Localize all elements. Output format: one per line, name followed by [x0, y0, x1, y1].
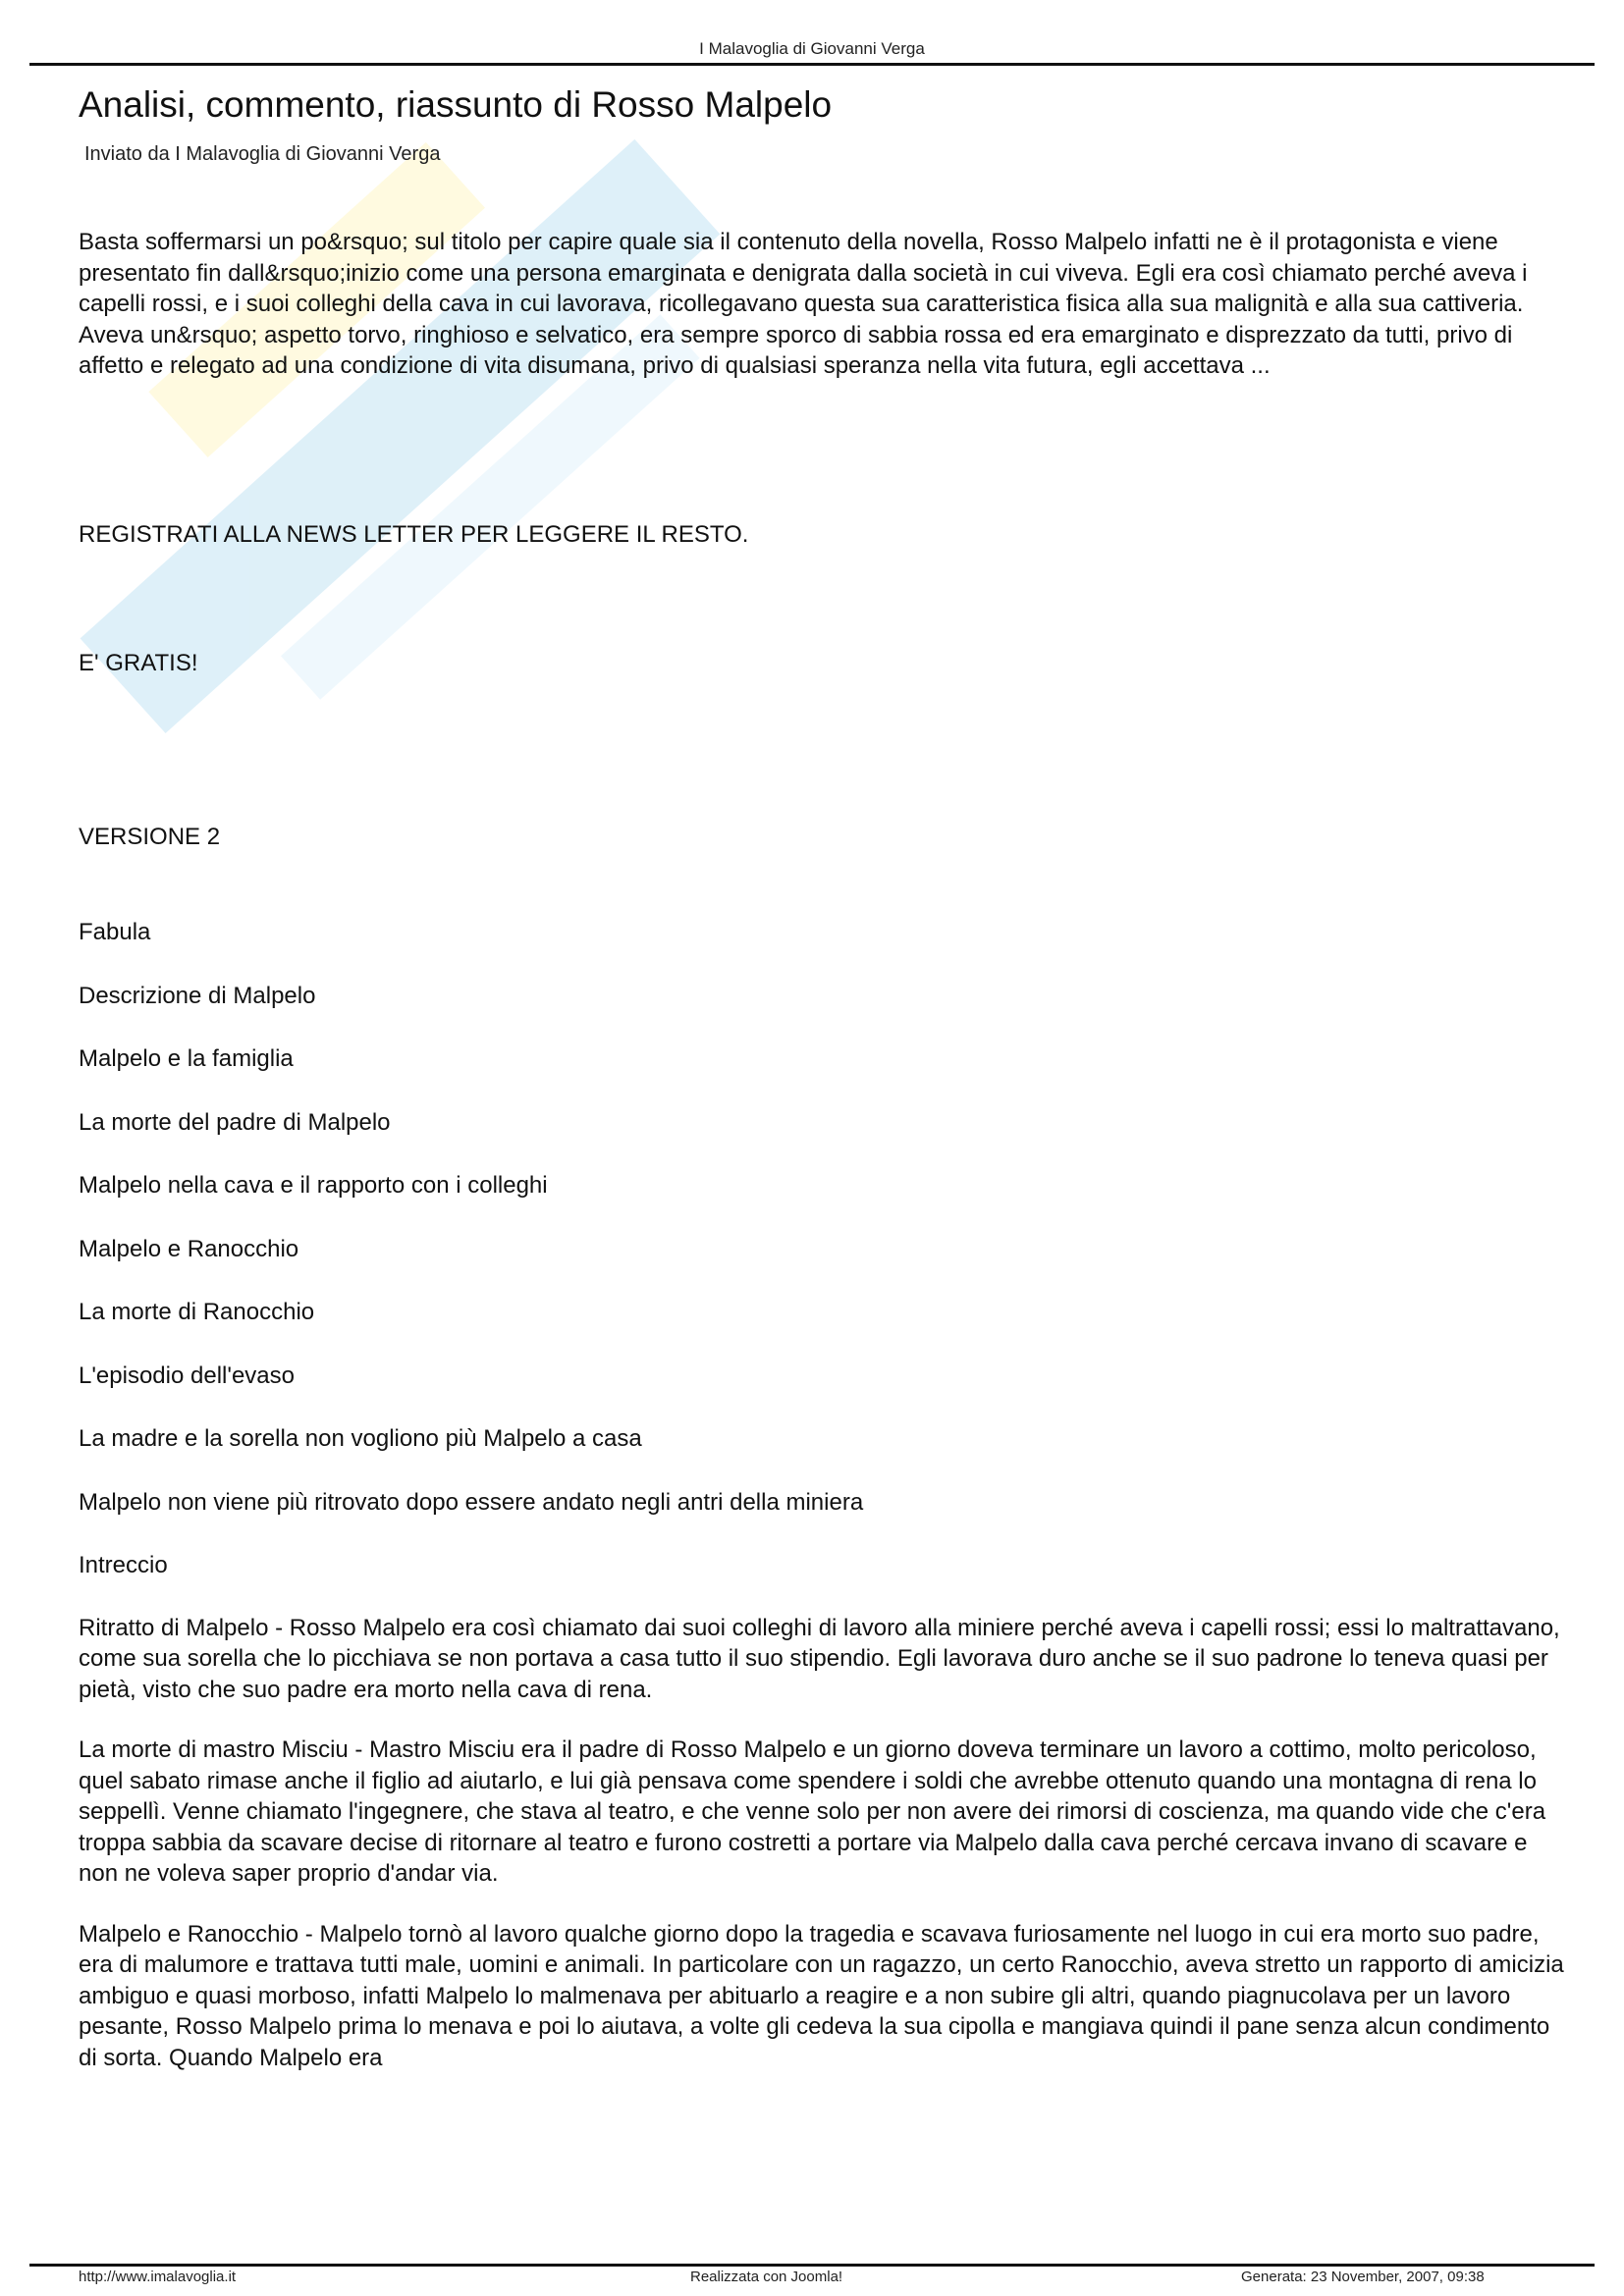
- fabula-item: Malpelo e Ranocchio: [79, 1235, 299, 1262]
- fabula-item: Malpelo non viene più ritrovato dopo essere andato negli antri della miniera: [79, 1488, 864, 1516]
- footer-url: http://www.imalavoglia.it: [79, 2269, 237, 2285]
- fabula-item: Malpelo nella cava e il rapporto con i colleghi: [79, 1172, 548, 1199]
- footer-generated: Generata: 23 November, 2007, 09:38: [1241, 2269, 1485, 2285]
- page-title: Analisi, commento, riassunto di Rosso Malpelo: [79, 84, 833, 125]
- header-divider: [29, 63, 1595, 66]
- intro-paragraph: Basta soffermarsi un po&rsquo; sul titolo per capire quale sia il contenuto della novella, Rosso Malpelo infatti ne è il protagonista e viene presentato fin dall&rsquo;inizio come una persona emarginata e denigrata dalla società in cui viveva. Egli era così chiamato perché aveva i capelli rossi, e i suoi colleghi della cava in cui lavorava, ricollegavano questa sua caratteristica fisica alla sua malignità e alla sua cattiveria. Aveva un&rsquo; aspetto torvo, ringhioso e selvatico, era sempre sporco di sabbia rossa ed era emarginato e disprezzato da tutti, privo di affetto e relegato ad una condizione di vita disumana, privo di qualsiasi speranza nella vita futura, egli accettava ...: [79, 229, 1528, 379]
- fabula-item: Malpelo e la famiglia: [79, 1045, 294, 1072]
- fabula-item: Descrizione di Malpelo: [79, 982, 316, 1009]
- article: [79, 80, 1571, 2097]
- byline: Inviato da I Malavoglia di Giovanni Verga: [84, 143, 441, 165]
- fabula-heading: Fabula: [79, 919, 151, 945]
- paragraph-morte-misciu: La morte di mastro Misciu - Mastro Misciu era il padre di Rosso Malpelo e un giorno doveva terminare un lavoro a cottimo, molto pericoloso, quel sabato rimase anche il figlio ad aiutarlo, e lui già pensava come spendere i soldi che avrebbe ottenuto quando una montagna di rena lo seppellì. Venne chiamato l'ingegnere, che stava al teatro, e che venne solo per non avere dei rimorsi di coscienza, ma quando vide che c'era troppa sabbia da scavare decise di ritornare al teatro e furono costretti a portare via Malpelo dalla cava perché cercava invano di scavare e non ne voleva saper proprio d'andar via.: [79, 1736, 1546, 1887]
- paragraph-ritratto: Ritratto di Malpelo - Rosso Malpelo era così chiamato dai suoi colleghi di lavoro alla miniere perché aveva i capelli rossi; essi lo maltrattavano, come sua sorella che lo picchiava se non portava a casa tutto il suo stipendio. Egli lavorava duro anche se il suo padrone lo teneva quasi per pietà, visto che suo padre era morto nella cava di rena.: [79, 1614, 1560, 1703]
- intreccio-heading: Intreccio: [79, 1552, 168, 1578]
- footer-divider: [29, 2264, 1595, 2267]
- paragraph-ranocchio: Malpelo e Ranocchio - Malpelo tornò al lavoro qualche giorno dopo la tragedia e scavava furiosamente nel luogo in cui era morto suo padre, era di malumore e trattava tutti male, uomini e animali. In particolare con un ragazzo, un certo Ranocchio, aveva stretto un rapporto di amicizia ambiguo e quasi morboso, infatti Malpelo lo malmenava per abituarlo a reagire e a non subire gli altri, quando piagnucolava per un lavoro pesante, Rosso Malpelo prima lo menava e poi lo aiutava, a volte gli cedeva la sua cipolla e mangiava quindi il pane senza alcun condimento di sorta. Quando Malpelo era: [79, 1920, 1564, 2071]
- fabula-item: La morte di Ranocchio: [79, 1299, 315, 1325]
- fabula-item: L'episodio dell'evaso: [79, 1362, 295, 1389]
- fabula-item: La madre e la sorella non vogliono più Malpelo a casa: [79, 1425, 642, 1452]
- fabula-list: [79, 981, 1571, 1519]
- footer-joomla: Realizzata con Joomla!: [690, 2269, 843, 2285]
- running-header: I Malavoglia di Giovanni Verga: [699, 39, 925, 58]
- fabula-item: La morte del padre di Malpelo: [79, 1108, 391, 1136]
- newsletter-cta: REGISTRATI ALLA NEWS LETTER PER LEGGERE IL RESTO.: [79, 520, 749, 548]
- version-heading: VERSIONE 2: [79, 823, 221, 850]
- free-notice: E' GRATIS!: [79, 650, 198, 676]
